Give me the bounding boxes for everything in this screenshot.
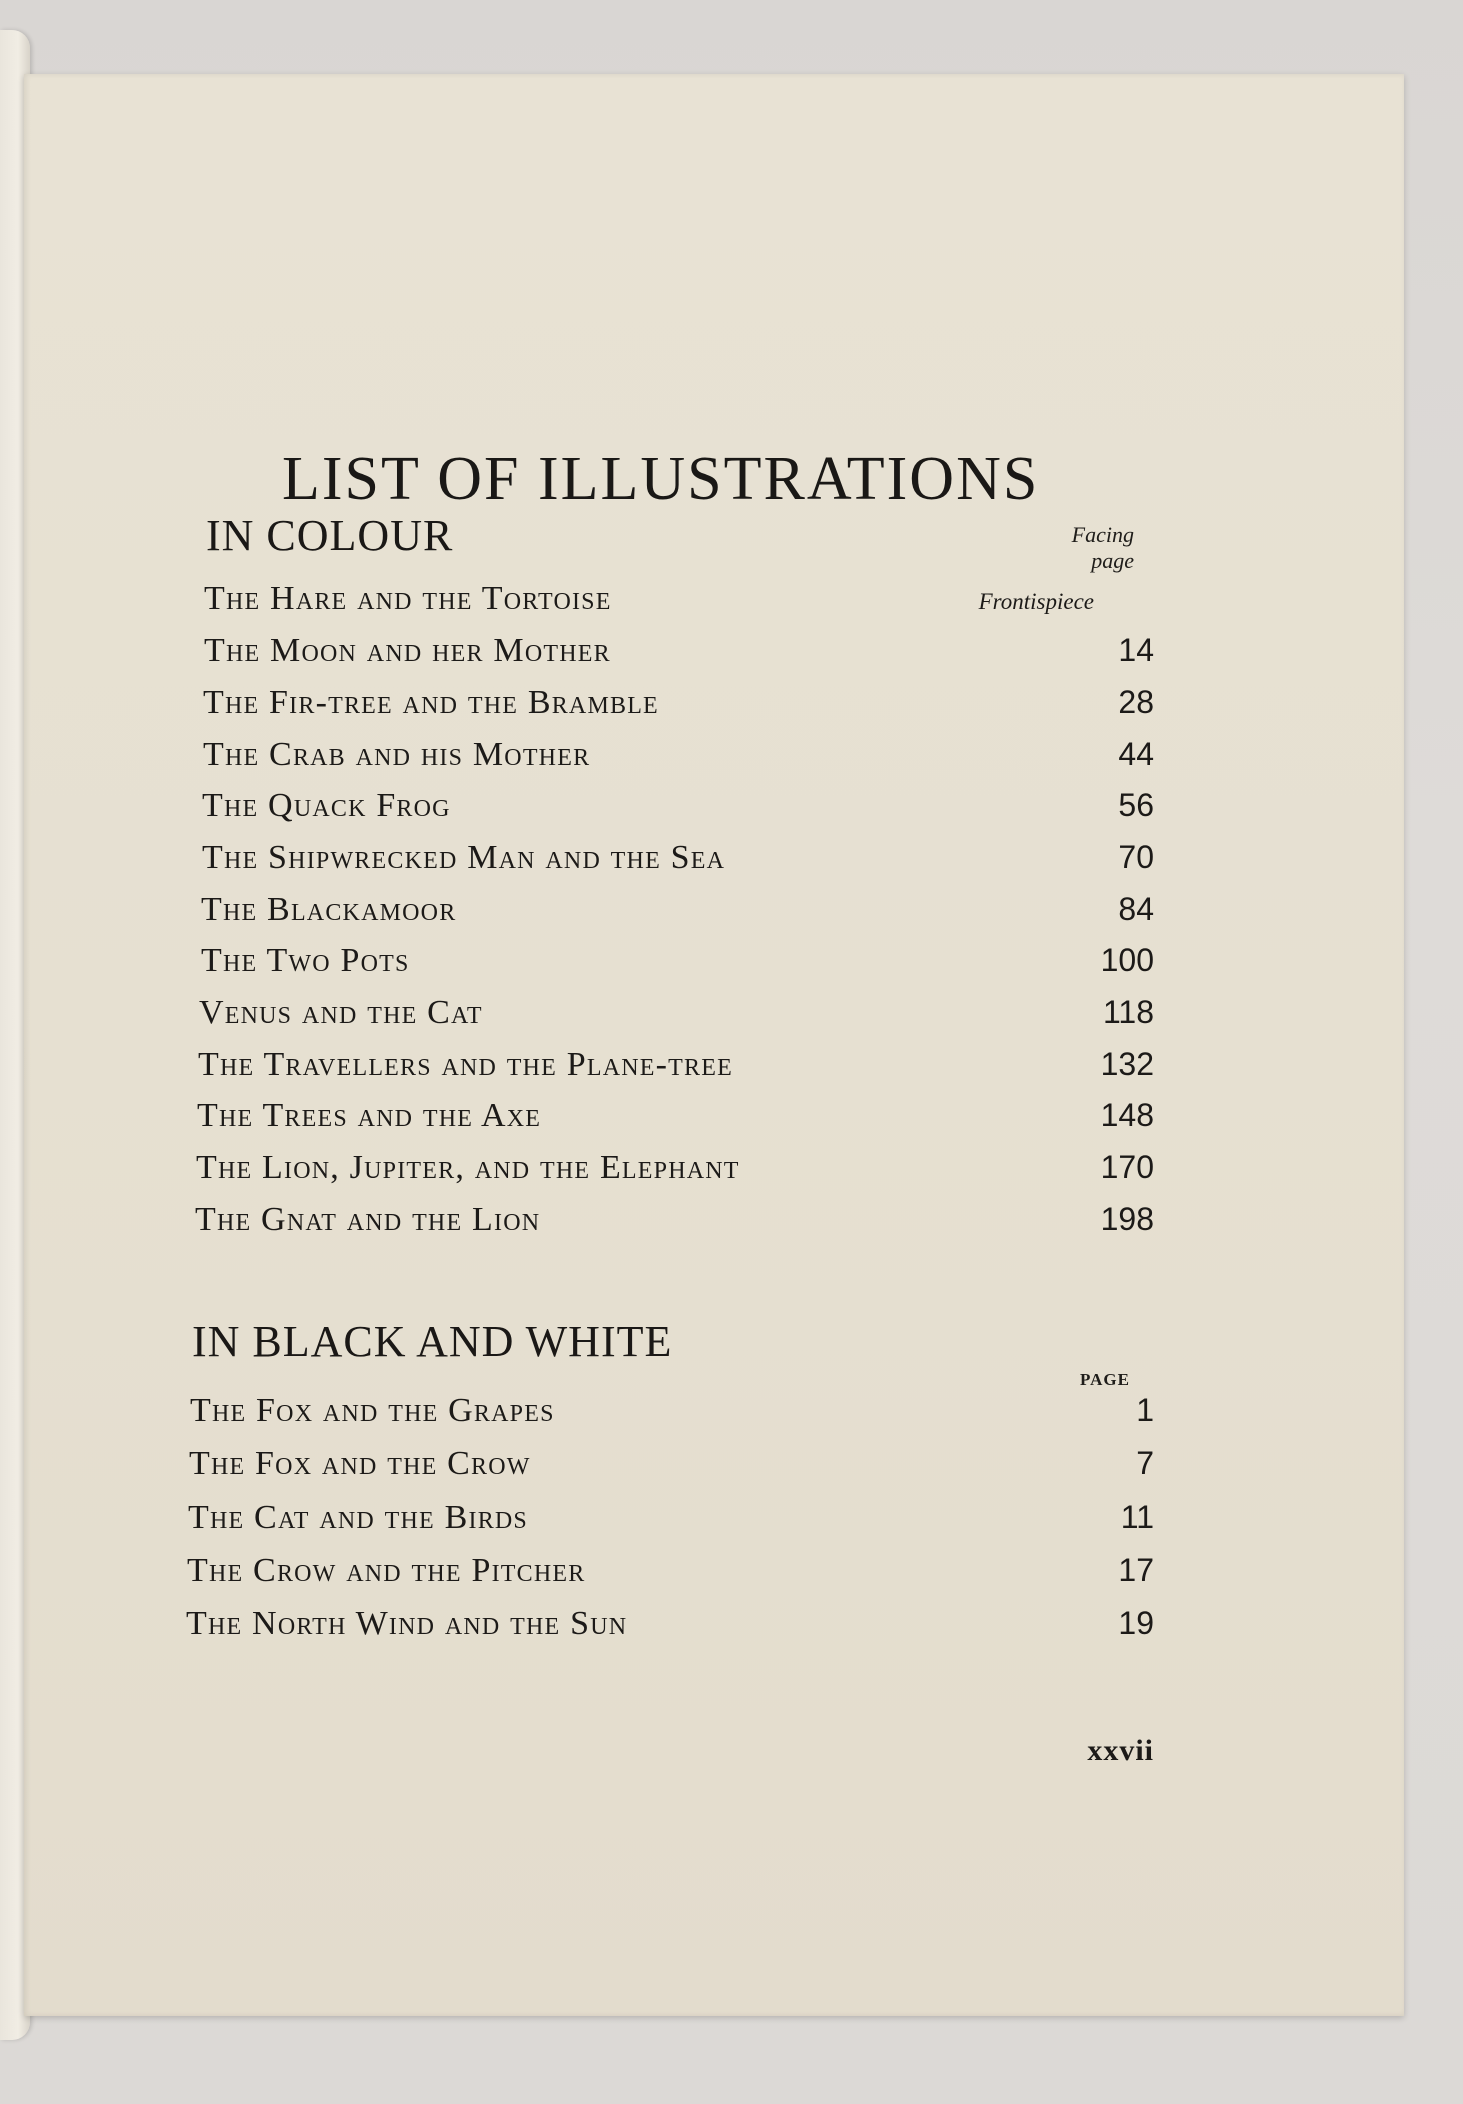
list-item-title: The Travellers and the Plane-tree — [198, 1046, 733, 1083]
book-page — [24, 74, 1404, 2016]
list-item — [202, 787, 1154, 831]
list-item — [201, 891, 1154, 935]
list-item-title: The Cat and the Birds — [188, 1499, 528, 1536]
page-title: LIST OF ILLUSTRATIONS — [282, 445, 1040, 513]
page-folio: xxvii — [1087, 1734, 1154, 1767]
list-item — [199, 994, 1154, 1038]
bw-section-heading: IN BLACK AND WHITE — [192, 1317, 673, 1366]
facing-note-line2: page — [1091, 548, 1134, 573]
list-item-page: 56 — [1118, 787, 1154, 823]
list-item — [198, 1046, 1154, 1090]
list-item-title: The Blackamoor — [201, 891, 457, 928]
list-item-title: The Gnat and the Lion — [195, 1201, 541, 1238]
list-item-title: The Two Pots — [201, 942, 410, 979]
list-item — [197, 1097, 1154, 1141]
list-item — [202, 839, 1154, 883]
list-item-page: 170 — [1100, 1149, 1154, 1185]
list-item — [203, 684, 1154, 728]
colour-section-heading: IN COLOUR — [206, 511, 454, 560]
list-item-title: The North Wind and the Sun — [186, 1605, 628, 1642]
list-item — [201, 942, 1154, 986]
list-item-page: 70 — [1118, 839, 1154, 875]
facing-note-line1: Facing — [1071, 522, 1134, 547]
list-item-page: 44 — [1118, 736, 1154, 772]
list-item-title: The Crow and the Pitcher — [187, 1552, 586, 1589]
list-item-page: 148 — [1100, 1097, 1154, 1133]
list-item-page: 100 — [1100, 942, 1154, 978]
list-item-title: The Trees and the Axe — [197, 1097, 542, 1134]
list-item-page: 17 — [1118, 1552, 1154, 1588]
list-item-page: 1 — [1136, 1392, 1154, 1428]
list-item-title: The Crab and his Mother — [203, 736, 591, 773]
list-item-page: Frontispiece — [978, 589, 1094, 614]
list-item-title: Venus and the Cat — [199, 994, 483, 1031]
list-item-page: 7 — [1136, 1445, 1154, 1481]
list-item-page: 28 — [1118, 684, 1154, 720]
list-item-title: The Fox and the Grapes — [190, 1392, 555, 1429]
list-item-title: The Fox and the Crow — [189, 1445, 531, 1482]
list-item-title: The Fir-tree and the Bramble — [203, 684, 659, 721]
list-item-page: 11 — [1120, 1499, 1154, 1535]
list-item — [189, 1445, 1154, 1489]
list-item-page: 132 — [1100, 1046, 1154, 1082]
list-item-page: 198 — [1100, 1201, 1154, 1237]
list-item-title: The Shipwrecked Man and the Sea — [202, 839, 726, 876]
list-item — [196, 1149, 1154, 1193]
list-item — [203, 736, 1154, 780]
list-item-title: The Quack Frog — [202, 787, 451, 824]
list-item-title: The Hare and the Tortoise — [204, 580, 612, 617]
list-item-title: The Moon and her Mother — [204, 632, 611, 669]
list-item-title: The Lion, Jupiter, and the Elephant — [196, 1149, 740, 1186]
list-item — [204, 632, 1154, 676]
page-column-note: PAGE — [1080, 1370, 1130, 1389]
list-item-page: 84 — [1118, 891, 1154, 927]
list-item-page: 118 — [1102, 994, 1154, 1030]
list-item — [190, 1392, 1154, 1436]
list-item — [187, 1552, 1154, 1596]
list-item — [195, 1201, 1154, 1245]
list-item — [186, 1605, 1154, 1649]
facing-page-note — [1024, 522, 1134, 574]
list-item-page: 19 — [1118, 1605, 1154, 1641]
list-item-page: 14 — [1118, 632, 1154, 668]
list-item — [204, 580, 1154, 624]
list-item — [188, 1499, 1154, 1543]
